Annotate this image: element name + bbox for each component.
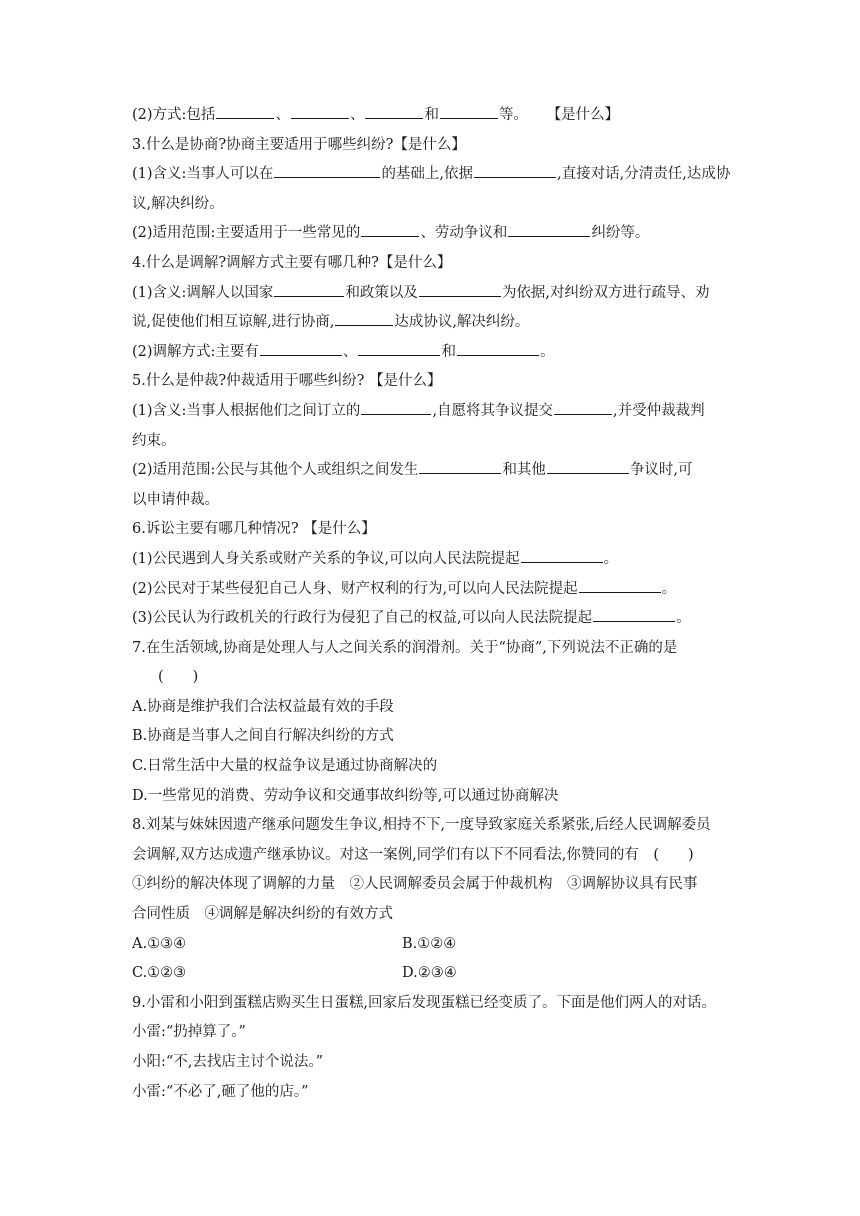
- q8-options-row-1: [132, 930, 734, 960]
- q4-methods-line: [132, 338, 734, 368]
- text: 和: [441, 343, 456, 360]
- question-7-stem: 7.在生活领域,协商是处理人与人之间关系的润滑剂。关于“协商”,下列说法不正确的是: [132, 639, 678, 656]
- q7-option-d[interactable]: D.一些常见的消费、劳动争议和交通事故纠纷等,可以通过协商解决: [132, 787, 559, 804]
- q4-definition-line: [132, 279, 734, 309]
- text: 、劳动争议和: [420, 225, 508, 242]
- text: (1)含义:调解人以国家: [132, 284, 274, 301]
- text: ,直接对话,分清责任,达成协: [557, 166, 731, 183]
- dialogue-line: 小雷:“不必了,砸了他的店。”: [132, 1083, 309, 1100]
- answer-blank[interactable]: [291, 103, 349, 119]
- answer-blank[interactable]: [361, 221, 419, 237]
- q7-option-c[interactable]: C.日常生活中大量的权益争议是通过协商解决的: [132, 758, 438, 775]
- q4-definition-cont: [132, 308, 734, 338]
- q3-definition-cont: 议,解决纠纷。: [132, 195, 224, 212]
- text: 和: [424, 107, 439, 123]
- answer-blank[interactable]: [260, 340, 342, 356]
- q6-item-1: [132, 545, 734, 575]
- answer-blank[interactable]: [508, 221, 590, 237]
- answer-blank[interactable]: [274, 162, 380, 178]
- q6-item-3: [132, 604, 734, 634]
- answer-blank[interactable]: [274, 281, 344, 297]
- text: 。: [539, 343, 555, 360]
- text: (3)公民认为行政机关的行政行为侵犯了自己的权益,可以向人民法院提起: [132, 610, 593, 627]
- question-9-stem: 9.小雷和小阳到蛋糕店购买生日蛋糕,回家后发现蛋糕已经变质了。下面是他们两人的对话。: [132, 994, 716, 1011]
- text: 争议时,可: [629, 462, 693, 479]
- question-6-title: 6.诉讼主要有哪几种情况? 【是什么】: [132, 521, 376, 538]
- text: ,自愿将其争议提交: [432, 402, 554, 419]
- text: 。: [676, 610, 691, 627]
- question-5-title: 5.什么是仲裁?仲裁适用于哪些纠纷? 【是什么】: [132, 373, 442, 390]
- text: 达成协议,解决纠纷。: [394, 314, 530, 331]
- question-3-title: 3.什么是协商?协商主要适用于哪些纠纷?【是什么】: [132, 136, 466, 153]
- text: 和其他: [502, 462, 546, 479]
- q5-definition-line: [132, 397, 734, 427]
- q2-part2-line: [132, 101, 734, 131]
- answer-paren[interactable]: ( ): [158, 669, 199, 686]
- text: 的基础上,依据: [381, 166, 474, 183]
- q5-scope-line: [132, 456, 734, 486]
- text: (2)方式:包括: [132, 107, 216, 123]
- q3-definition-line: [132, 160, 734, 190]
- q7-option-b[interactable]: B.协商是当事人之间自行解决纠纷的方式: [132, 728, 394, 745]
- text: (1)公民遇到人身关系或财产关系的争议,可以向人民法院提起: [132, 550, 520, 567]
- q5-definition-cont: 约束。: [132, 432, 176, 449]
- q8-option-c[interactable]: C.①②③: [132, 965, 187, 982]
- text: 。: [661, 580, 677, 597]
- q8-options-row-2: [132, 959, 734, 989]
- text: 、: [275, 107, 290, 123]
- text: 纠纷等。: [591, 225, 650, 242]
- q8-option-b[interactable]: B.①②④: [402, 935, 457, 952]
- answer-blank[interactable]: [579, 577, 661, 593]
- question-8-stem-cont: 会调解,双方达成遗产继承协议。对这一案例,同学们有以下不同看法,你赞同的有 ( ): [132, 846, 694, 863]
- text: (2)适用范围:公民与其他个人或组织之间发生: [132, 462, 419, 479]
- answer-blank[interactable]: [440, 103, 498, 119]
- answer-blank[interactable]: [358, 340, 440, 356]
- answer-blank[interactable]: [335, 310, 393, 326]
- text: (1)含义:当事人可以在: [132, 166, 274, 183]
- answer-blank[interactable]: [419, 281, 501, 297]
- q8-option-d[interactable]: D.②③④: [402, 965, 457, 982]
- text: 。: [603, 550, 619, 567]
- text: 、: [349, 107, 365, 123]
- text: 、: [342, 343, 358, 360]
- answer-blank[interactable]: [593, 606, 675, 622]
- question-4-title: 4.什么是调解?调解方式主要有哪几种?【是什么】: [132, 254, 452, 271]
- q7-option-a[interactable]: A.协商是维护我们合法权益最有效的手段: [132, 698, 394, 715]
- question-8-statements: ①纠纷的解决体现了调解的力量 ②人民调解委员会属于仲裁机构 ③调解协议具有民事: [132, 876, 698, 893]
- text: (2)公民对于某些侵犯自己人身、财产权利的行为,可以向人民法院提起: [132, 580, 578, 597]
- answer-blank[interactable]: [419, 458, 501, 474]
- q5-scope-cont: 以申请仲裁。: [132, 491, 219, 508]
- dialogue-line: 小阳:“不,去找店主讨个说法。”: [132, 1054, 324, 1070]
- answer-blank[interactable]: [547, 458, 629, 474]
- question-tag: 【是什么】: [553, 107, 620, 123]
- text: (2)调解方式:主要有: [132, 343, 259, 360]
- text: 和政策以及: [345, 284, 418, 301]
- answer-blank[interactable]: [216, 103, 274, 119]
- q6-item-2: [132, 575, 734, 605]
- text: (2)适用范围:主要适用于一些常见的: [132, 225, 361, 242]
- question-8-statements-cont: 合同性质 ④调解是解决纠纷的有效方式: [132, 906, 393, 923]
- answer-blank[interactable]: [365, 103, 423, 119]
- question-8-stem: 8.刘某与妹妹因遗产继承问题发生争议,相持不下,一度导致家庭关系紧张,后经人民调解委员: [132, 817, 711, 834]
- text: 等。: [498, 107, 528, 123]
- answer-blank[interactable]: [474, 162, 556, 178]
- text: ,并受仲裁裁判: [613, 402, 705, 419]
- text: 说,促使他们相互谅解,进行协商,: [132, 314, 335, 331]
- answer-blank[interactable]: [521, 547, 603, 563]
- answer-blank[interactable]: [361, 399, 431, 415]
- dialogue-line: 小雷:“扔掉算了。”: [132, 1024, 246, 1041]
- text: (1)含义:当事人根据他们之间订立的: [132, 402, 361, 419]
- q3-scope-line: [132, 219, 734, 249]
- answer-blank[interactable]: [554, 399, 612, 415]
- q8-option-a[interactable]: A.①③④: [132, 935, 187, 952]
- answer-blank[interactable]: [457, 340, 539, 356]
- text: 为依据,对纠纷双方进行疏导、劝: [501, 284, 710, 301]
